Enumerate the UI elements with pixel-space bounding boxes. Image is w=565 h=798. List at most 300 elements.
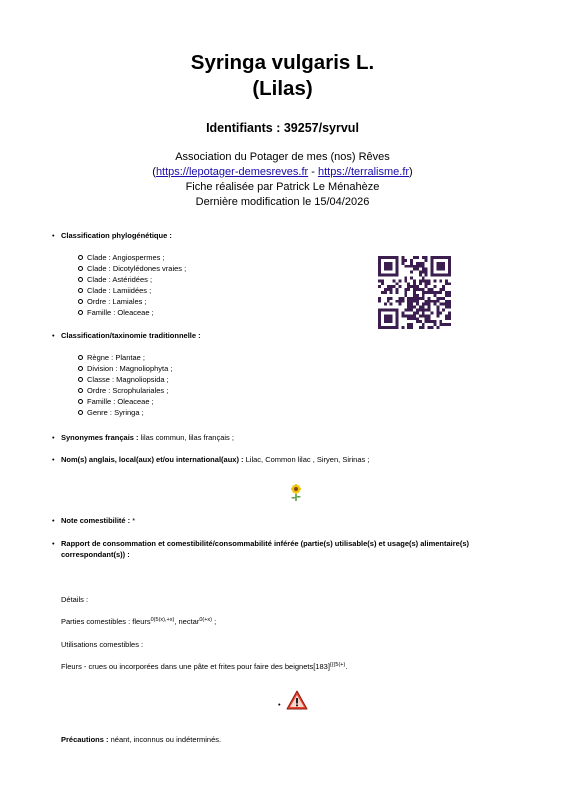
qr-module: [428, 291, 431, 294]
qr-module: [384, 265, 387, 268]
qr-module: [404, 279, 407, 282]
qr-module: [416, 320, 419, 323]
qr-module: [448, 256, 451, 259]
qr-module: [413, 279, 416, 282]
qr-module: [407, 306, 410, 309]
qr-module: [431, 326, 434, 329]
qr-module: [445, 282, 448, 285]
qr-module: [442, 274, 445, 277]
qr-module: [387, 256, 390, 259]
qr-module: [425, 259, 428, 262]
qr-module: [390, 288, 393, 291]
qr-module: [422, 288, 425, 291]
qr-module: [396, 268, 399, 271]
qr-module: [442, 256, 445, 259]
qr-module: [410, 326, 413, 329]
qr-module: [384, 326, 387, 329]
qr-module: [384, 274, 387, 277]
qr-module: [448, 271, 451, 274]
qr-module: [398, 297, 401, 300]
qr-module: [448, 314, 451, 317]
qr-module: [390, 317, 393, 320]
qr-module: [413, 294, 416, 297]
qr-module: [436, 306, 439, 309]
qr-module: [416, 309, 419, 312]
qr-module: [431, 300, 434, 303]
qr-module: [428, 306, 431, 309]
list-item: Famille : Oleaceae ;: [78, 396, 154, 407]
qr-module: [428, 326, 431, 329]
qr-module: [422, 311, 425, 314]
qr-module: [422, 297, 425, 300]
qr-module: [404, 314, 407, 317]
qr-module: [419, 274, 422, 277]
qr-module: [445, 303, 448, 306]
qr-module: [439, 265, 442, 268]
qr-module: [407, 326, 410, 329]
qr-module: [445, 294, 448, 297]
qr-module: [428, 314, 431, 317]
qr-module: [413, 291, 416, 294]
qr-module: [404, 276, 407, 279]
qr-module: [390, 274, 393, 277]
qr-module: [410, 259, 413, 262]
circle-bullet-icon: [78, 377, 83, 382]
qr-module: [416, 303, 419, 306]
qr-module: [428, 303, 431, 306]
qr-module: [439, 256, 442, 259]
qr-module: [425, 314, 428, 317]
qr-module: [425, 317, 428, 320]
qr-module: [396, 323, 399, 326]
qr-module: [384, 288, 387, 291]
qr-module: [419, 288, 422, 291]
link-terralisme[interactable]: https://terralisme.fr: [317, 166, 410, 178]
circle-bullet-icon: [78, 355, 83, 360]
qr-module: [442, 265, 445, 268]
qr-module: [393, 326, 396, 329]
qr-module: [396, 317, 399, 320]
qr-module: [448, 268, 451, 271]
qr-module: [384, 256, 387, 259]
qr-module: [410, 271, 413, 274]
qr-module: [384, 317, 387, 320]
qr-module: [387, 326, 390, 329]
qr-module: [439, 323, 442, 326]
list-item: Clade : Angiospermes ;: [78, 252, 165, 263]
qr-module: [398, 285, 401, 288]
qr-module: [425, 303, 428, 306]
qr-module: [448, 262, 451, 265]
qr-module: [436, 265, 439, 268]
qr-module: [422, 268, 425, 271]
qr-module: [413, 297, 416, 300]
qr-module: [448, 282, 451, 285]
qr-module: [448, 303, 451, 306]
qr-module: [390, 265, 393, 268]
qr-module: [387, 274, 390, 277]
qr-module: [404, 294, 407, 297]
qr-module: [396, 309, 399, 312]
qr-module: [413, 314, 416, 317]
qr-module: [422, 323, 425, 326]
qr-module: [436, 274, 439, 277]
qr-module: [419, 320, 422, 323]
qr-code-icon: [378, 256, 451, 329]
qr-module: [396, 274, 399, 277]
circle-bullet-icon: [78, 399, 83, 404]
qr-module: [433, 274, 436, 277]
qr-module: [439, 297, 442, 300]
qr-module: [381, 282, 384, 285]
circle-bullet-icon: [78, 266, 83, 271]
qr-module: [384, 303, 387, 306]
qr-module: [387, 285, 390, 288]
qr-module: [404, 265, 407, 268]
qr-module: [378, 271, 381, 274]
qr-module: [436, 309, 439, 312]
qr-module: [448, 300, 451, 303]
circle-bullet-icon: [78, 299, 83, 304]
qr-module: [416, 268, 419, 271]
qr-module: [384, 291, 387, 294]
list-item: Ordre : Scrophulariales ;: [78, 385, 168, 396]
qr-module: [425, 274, 428, 277]
qr-module: [413, 285, 416, 288]
qr-module: [381, 274, 384, 277]
qr-module: [381, 279, 384, 282]
qr-module: [404, 291, 407, 294]
qr-module: [428, 297, 431, 300]
qr-module: [393, 309, 396, 312]
qr-module: [442, 268, 445, 271]
qr-module: [448, 291, 451, 294]
title-common-name: (Lilas): [252, 77, 313, 100]
qr-module: [401, 259, 404, 262]
page-title: [0, 50, 565, 102]
modified-line: Dernière modification le 15/04/2026: [195, 196, 370, 208]
qr-module: [390, 303, 393, 306]
qr-module: [384, 314, 387, 317]
qr-module: [419, 306, 422, 309]
qr-module: [401, 311, 404, 314]
qr-module: [407, 317, 410, 320]
qr-module: [396, 291, 399, 294]
qr-module: [436, 314, 439, 317]
circle-bullet-icon: [78, 277, 83, 282]
list-item: Classe : Magnoliopsida ;: [78, 374, 169, 385]
qr-module: [431, 311, 434, 314]
qr-module: [378, 326, 381, 329]
qr-module: [439, 268, 442, 271]
qr-module: [448, 265, 451, 268]
qr-module: [396, 311, 399, 314]
qr-module: [378, 309, 381, 312]
details-label: Détails :: [61, 595, 89, 604]
qr-module: [396, 326, 399, 329]
qr-module: [425, 256, 428, 259]
qr-module: [422, 294, 425, 297]
qr-module: [381, 326, 384, 329]
uses-label: Utilisations comestibles :: [61, 640, 144, 649]
qr-module: [419, 282, 422, 285]
qr-module: [387, 265, 390, 268]
qr-module: [425, 291, 428, 294]
qr-module: [439, 311, 442, 314]
qr-module: [407, 265, 410, 268]
qr-module: [442, 303, 445, 306]
list-item: Division : Magnoliophyta ;: [78, 363, 172, 374]
qr-module: [387, 320, 390, 323]
qr-module: [439, 262, 442, 265]
qr-module: [384, 262, 387, 265]
qr-module: [378, 265, 381, 268]
qr-module: [398, 279, 401, 282]
qr-module: [422, 291, 425, 294]
qr-module: [410, 323, 413, 326]
qr-module: [393, 285, 396, 288]
qr-module: [407, 303, 410, 306]
qr-module: [445, 323, 448, 326]
qr-module: [407, 285, 410, 288]
qr-module: [433, 323, 436, 326]
list-item: Famille : Oleaceae ;: [78, 307, 154, 318]
qr-module: [413, 256, 416, 259]
qr-module: [425, 268, 428, 271]
qr-module: [422, 314, 425, 317]
qr-module: [431, 291, 434, 294]
qr-module: [425, 285, 428, 288]
qr-module: [433, 291, 436, 294]
qr-module: [401, 300, 404, 303]
qr-module: [401, 262, 404, 265]
qr-module: [431, 256, 434, 259]
qr-module: [445, 291, 448, 294]
qr-module: [387, 288, 390, 291]
qr-module: [407, 300, 410, 303]
qr-module: [410, 276, 413, 279]
qr-module: [419, 262, 422, 265]
qr-module: [407, 309, 410, 312]
qr-module: [425, 282, 428, 285]
qr-module: [404, 309, 407, 312]
qr-module: [396, 265, 399, 268]
qr-module: [410, 314, 413, 317]
qr-module: [422, 276, 425, 279]
qr-module: [378, 323, 381, 326]
qr-module: [387, 300, 390, 303]
qr-module: [422, 265, 425, 268]
qr-module: [410, 297, 413, 300]
qr-module: [390, 314, 393, 317]
qr-module: [422, 326, 425, 329]
qr-module: [422, 309, 425, 312]
qr-module: [387, 297, 390, 300]
qr-module: [390, 297, 393, 300]
qr-module: [390, 285, 393, 288]
qr-module: [416, 317, 419, 320]
qr-module: [390, 262, 393, 265]
qr-module: [445, 314, 448, 317]
association-block: [0, 150, 565, 210]
qr-module: [436, 262, 439, 265]
qr-module: [378, 259, 381, 262]
qr-module: [431, 320, 434, 323]
qr-module: [433, 294, 436, 297]
qr-module: [442, 285, 445, 288]
qr-module: [396, 271, 399, 274]
qr-module: [442, 309, 445, 312]
qr-module: [396, 320, 399, 323]
qr-module: [428, 317, 431, 320]
qr-module: [425, 300, 428, 303]
qr-module: [381, 309, 384, 312]
qr-module: [410, 317, 413, 320]
list-item: Clade : Lamiidées ;: [78, 285, 151, 296]
qr-module: [378, 262, 381, 265]
qr-module: [407, 297, 410, 300]
qr-module: [390, 309, 393, 312]
qr-module: [436, 300, 439, 303]
association-links: (https://lepotager-demesreves.fr - https://terralisme.fr): [152, 166, 413, 178]
qr-module: [401, 297, 404, 300]
qr-module: [410, 300, 413, 303]
qr-module: [416, 311, 419, 314]
qr-module: [398, 303, 401, 306]
qr-module: [439, 291, 442, 294]
qr-module: [378, 300, 381, 303]
qr-module: [378, 279, 381, 282]
qr-module: [410, 262, 413, 265]
qr-module: [416, 300, 419, 303]
qr-module: [384, 268, 387, 271]
warning-icon: [286, 690, 308, 710]
qr-module: [387, 268, 390, 271]
qr-module: [419, 326, 422, 329]
qr-module: [442, 323, 445, 326]
qr-module: [433, 303, 436, 306]
qr-module: [428, 320, 431, 323]
list-item: Clade : Dicotylédones vraies ;: [78, 263, 186, 274]
qr-module: [378, 314, 381, 317]
qr-module: [422, 306, 425, 309]
qr-module: [396, 288, 399, 291]
qr-module: [410, 306, 413, 309]
qr-module: [413, 265, 416, 268]
qr-module: [416, 256, 419, 259]
qr-module: [448, 259, 451, 262]
qr-module: [390, 320, 393, 323]
qr-module: [407, 288, 410, 291]
qr-module: [436, 311, 439, 314]
qr-module: [378, 285, 381, 288]
qr-module: [442, 262, 445, 265]
qr-module: [378, 317, 381, 320]
qr-module: [413, 311, 416, 314]
qr-module: [401, 314, 404, 317]
qr-module: [413, 288, 416, 291]
qr-module: [387, 309, 390, 312]
title-species: Syringa vulgaris L.: [190, 51, 375, 74]
qr-module: [428, 300, 431, 303]
qr-module: [413, 317, 416, 320]
qr-module: [396, 300, 399, 303]
qr-module: [419, 309, 422, 312]
circle-bullet-icon: [78, 410, 83, 415]
qr-module: [396, 282, 399, 285]
qr-module: [410, 309, 413, 312]
qr-module: [439, 320, 442, 323]
qr-module: [445, 256, 448, 259]
qr-module: [428, 309, 431, 312]
qr-module: [378, 320, 381, 323]
qr-module: [410, 303, 413, 306]
qr-module: [448, 306, 451, 309]
list-item: Clade : Astéridées ;: [78, 274, 152, 285]
qr-module: [390, 256, 393, 259]
qr-module: [404, 259, 407, 262]
list-item: Genre : Syringa ;: [78, 407, 144, 418]
qr-module: [445, 317, 448, 320]
qr-module: [436, 268, 439, 271]
qr-module: [419, 265, 422, 268]
qr-module: [431, 274, 434, 277]
edible-parts: Parties comestibles : fleurs$^{0(5(x),+x)}$, nectar$^{0(+x)}$ ;: [61, 617, 217, 626]
qr-module: [419, 271, 422, 274]
qr-module: [436, 326, 439, 329]
qr-module: [436, 291, 439, 294]
qr-module: [378, 274, 381, 277]
qr-module: [410, 285, 413, 288]
qr-module: [401, 326, 404, 329]
qr-module: [431, 271, 434, 274]
qr-module: [433, 279, 436, 282]
author-line: Fiche réalisée par Patrick Le Ménahèze: [185, 181, 380, 193]
qr-module: [428, 282, 431, 285]
qr-module: [445, 274, 448, 277]
qr-module: [384, 320, 387, 323]
qr-module: [422, 256, 425, 259]
link-potager[interactable]: https://lepotager-demesreves.fr: [155, 166, 309, 178]
qr-module: [431, 288, 434, 291]
qr-module: [384, 309, 387, 312]
qr-module: [413, 282, 416, 285]
qr-module: [439, 303, 442, 306]
list-item: Ordre : Lamiales ;: [78, 296, 147, 307]
qr-module: [428, 279, 431, 282]
qr-module: [387, 317, 390, 320]
qr-module: [448, 274, 451, 277]
qr-module: [425, 279, 428, 282]
qr-module: [393, 274, 396, 277]
qr-module: [416, 288, 419, 291]
uses-text: Fleurs - crues ou incorporées dans une pâte et frites pour faire des $beignets[183]^{\{\{\{5(+)}$.: [61, 662, 348, 671]
qr-module: [396, 259, 399, 262]
qr-module: [407, 282, 410, 285]
qr-module: [401, 256, 404, 259]
qr-module: [431, 259, 434, 262]
qr-module: [428, 288, 431, 291]
qr-module: [404, 288, 407, 291]
qr-module: [378, 268, 381, 271]
qr-module: [381, 291, 384, 294]
qr-module: [398, 300, 401, 303]
qr-module: [433, 285, 436, 288]
qr-module: [390, 291, 393, 294]
qr-module: [425, 320, 428, 323]
qr-module: [378, 256, 381, 259]
qr-module: [439, 279, 442, 282]
